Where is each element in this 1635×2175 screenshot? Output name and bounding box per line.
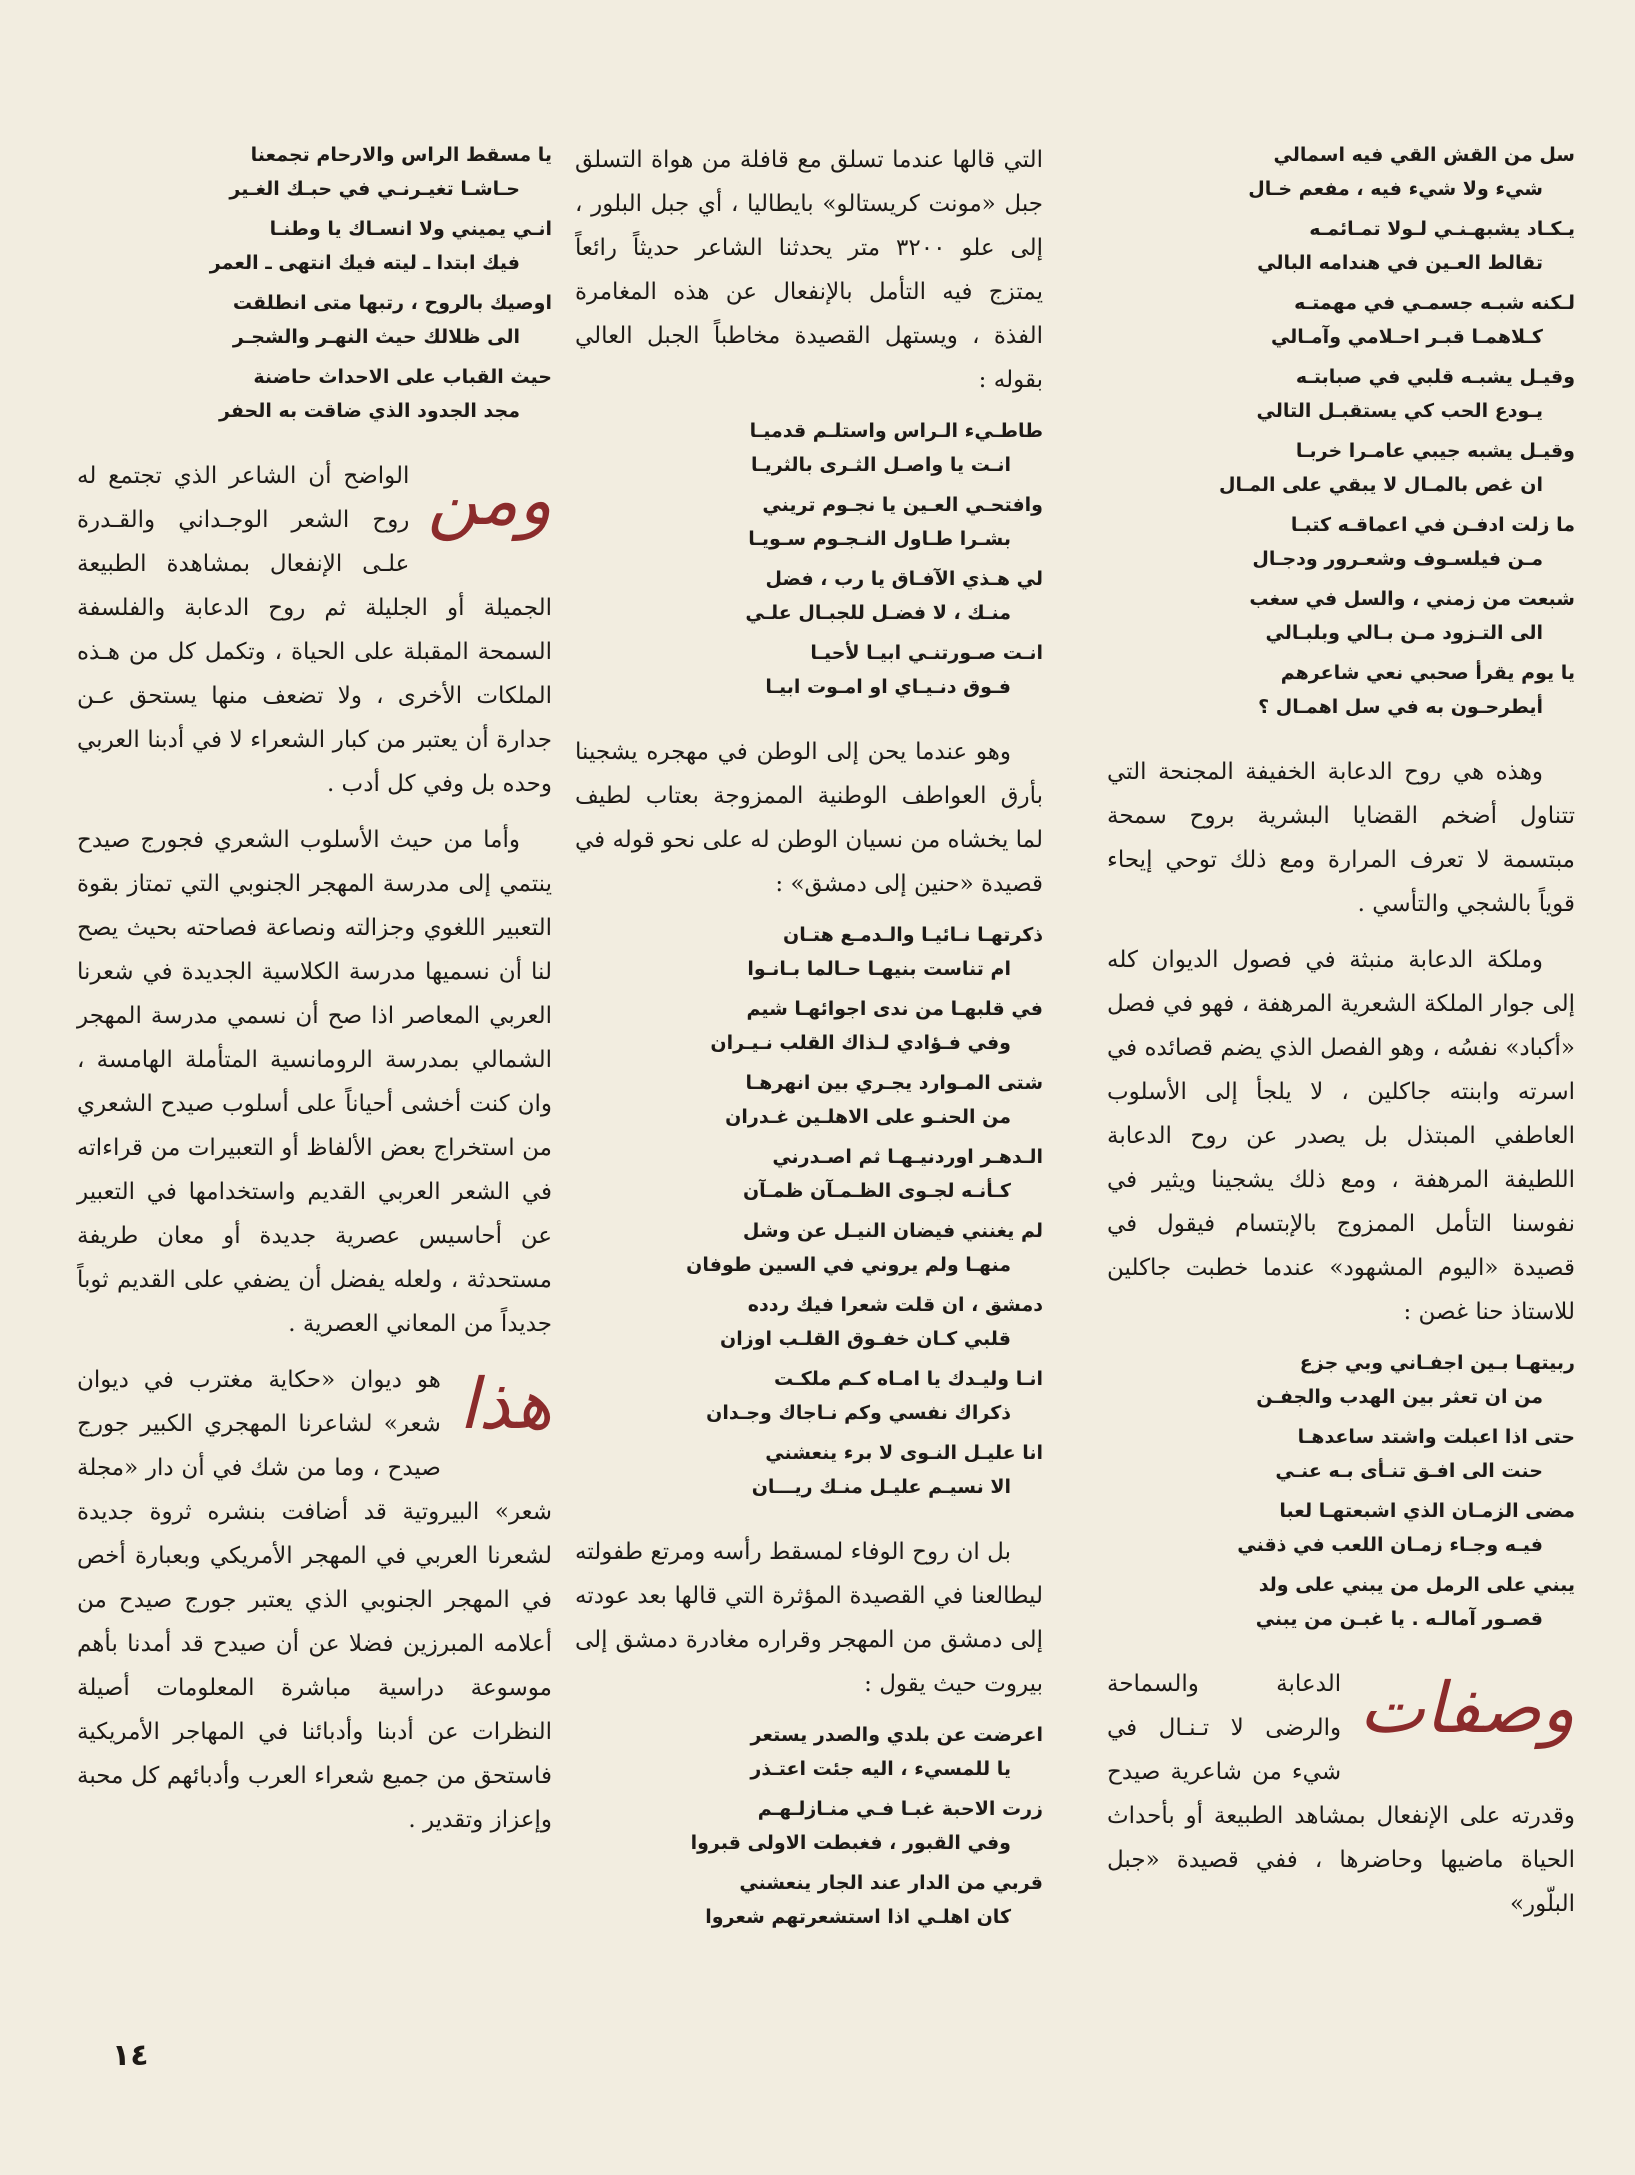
verse-second-hemistich: يا للمسيء ، اليه جئت اعتـذر [750,1758,1011,1780]
verse-second-hemistich: انـت يا واصـل الثـرى بالثريـا [751,454,1011,476]
verse-first-hemistich: اعرضت عن بلدي والصدر يستعر [750,1724,1043,1746]
verse-second-hemistich: مجد الجدود الذي ضاقت به الحفر [219,400,520,422]
verse-first-hemistich: لي هـذي الآفـاق يا رب ، فضل [765,568,1043,590]
verse-first-hemistich: في قلبهـا من ندى اجوائهـا شيم [746,998,1043,1020]
verse [1107,1494,1575,1562]
verse-second-hemistich: ام تناست بنيهـا حـالما بـانـوا [747,958,1011,980]
verse [1107,1420,1575,1488]
paragraph-text: هو ديوان «حكاية مغترب في ديوان شعر» لشاعرنا المهجري الكبير جورج صيدح ، وما من شك في أن دار «مجلة شعر» البيروتية قد أضافت بنشره ثروة جديدة لشعرنا العربي في المهجر الأمريكي وبعبارة أخص في المهجر الجنوبي الذي يعتبر جورج صيدح من أعلامه المبرزين فضلا عن أن صيدح قد أمدنا بأهم موسوعة دراسية مباشرة المعلومات أصيلة النظرات عن أدبنا وأدبائنا في المهاجر الأمريكية فاستحق من جميع شعراء العرب وأدبائهم كل محبة وإعزاز وتقدير . [77,1367,552,1833]
verse-second-hemistich: الا نسيـم عليـل منـك ريـــان [751,1476,1011,1498]
verse-second-hemistich: يـودع الحب كي يستقبـل التالي [1256,400,1543,422]
verse [575,1718,1043,1786]
verse-second-hemistich: كـأنـه لجـوى الظـمـآن ظمـآن [742,1180,1011,1202]
verse-first-hemistich: حتى اذا اعبلت واشتد ساعدهـا [1297,1426,1575,1448]
verse [77,360,552,428]
verse-first-hemistich: وافتحـي العـين يا نجـوم تريني [762,494,1043,516]
right-column [1107,138,1575,1938]
verse [1107,1346,1575,1414]
verse-first-hemistich: انا عليـل النـوى لا برء ينعشني [765,1442,1043,1464]
verse [1107,138,1575,206]
verse-second-hemistich: كان اهلـي اذا استشعرتهم شعروا [705,1906,1011,1928]
verse-first-hemistich: ذكرتهـا نـائيـا والـدمـع هتـان [783,924,1043,946]
body-paragraph: بل ان روح الوفاء لمسقط رأسه ومرتع طفولته ليطالعنا في القصيدة المؤثرة التي قالها بعد عودته إلى دمشق من المهجر وقراره مغادرة دمشق إلى بيروت حيث يقول : [575,1539,1043,1697]
verse-first-hemistich: شبعت من زمني ، والسل في سغب [1249,588,1575,610]
verse [575,488,1043,556]
verse [77,286,552,354]
verse-first-hemistich: قربي من الدار عند الجار ينعشني [739,1872,1043,1894]
verse-first-hemistich: انـت صـورتنـي ابيـا لأحيـا [810,642,1043,664]
verse [575,636,1043,704]
verse-second-hemistich: الى ظلالك حيث النهـر والشجـر [232,326,520,348]
poem-verses [1107,1346,1575,1636]
poem-verses [1107,138,1575,724]
verse-second-hemistich: منهـا ولم يروني في السين طوفان [686,1254,1011,1276]
verse-first-hemistich: اوصيك بالروح ، رتبها متى انطلقت [232,292,552,314]
drop-word-heading: هذا [458,1363,552,1445]
verse-first-hemistich: لـكنه شبـه جسمـي في مهمتـه [1294,292,1575,314]
verse-first-hemistich: انـي يميني ولا انسـاك يا وطنـا [269,218,552,240]
verse [77,138,552,206]
verse-second-hemistich: أيطرحـون به في سل اهمـال ؟ [1258,696,1543,718]
verse-second-hemistich: ان غص بالمـال لا يبقي على المـال [1219,474,1543,496]
body-paragraph: التي قالها عندما تسلق مع قافلة من هواة التسلق جبل «مونت كريستالو» بايطاليا ، أي جبل البلور ، إلى علو ٣٢٠٠ متر يحدثنا الشاعر حديثاً رائعاً يمتزج فيه التأمل بالإنفعال عن هذه المغامرة الفذة ، ويستهل القصيدة مخاطباً الجبل العالي بقوله : [575,147,1043,393]
verse-first-hemistich: مضى الزمـان الذي اشبعتهـا لعبا [1279,1500,1575,1522]
verse [575,1866,1043,1934]
body-paragraph: وأما من حيث الأسلوب الشعري فجورج صيدح ينتمي إلى مدرسة المهجر الجنوبي التي تمتاز بقوة التعبير اللغوي وجزالته ونصاعة فصاحته بحيث يصح لنا أن نسميها مدرسة الكلاسية الجديدة في شعرنا العربي المعاصر اذا صح أن نسمي مدرسة المهجر الشمالي بمدرسة الرومانسية المتأملة الهامسة ، وان كنت أخشى أحياناً على أسلوب صيدح الشعري من استخراج بعض الألفاظ أو التعبيرات من قراءاته في الشعر العربي القديم واستخدامها في التعبير عن أحاسيس عصرية جديدة أو معان طريفة مستحدثة ، ولعله يفضل أن يضفي على القديم ثوباً جديداً من المعاني العصرية . [77,827,552,1337]
poem-verses [77,138,552,428]
verse-first-hemistich: ربيتهـا بـين اجفـاني وبي جزع [1299,1352,1575,1374]
verse [575,1792,1043,1860]
verse-second-hemistich: حـاشـا تغيـرنـي في حبـك الغـير [229,178,520,200]
left-column [77,138,552,1854]
verse-first-hemistich: حيث القباب على الاحداث حاضنة [253,366,552,388]
drop-word-heading: وصفات [1359,1667,1575,1749]
verse [1107,508,1575,576]
verse-second-hemistich: من ان تعثر بين الهدب والجفـن [1256,1386,1543,1408]
verse [575,1362,1043,1430]
verse-first-hemistich: طاطـيء الـراس واستلـم قدميـا [749,420,1043,442]
verse [575,1140,1043,1208]
verse-first-hemistich: انـا وليـدك يا امـاه كـم ملكـت [774,1368,1043,1390]
body-paragraph [77,454,552,806]
verse-second-hemistich: ذكراك نفسي وكم نـاجاك وجـدان [706,1402,1011,1424]
verse-second-hemistich: من الحنـو على الاهلـين غـدران [725,1106,1011,1128]
verse-second-hemistich: فـوق دنـيـاي او امـوت ابيـا [765,676,1011,698]
verse-first-hemistich: شتى المـوارد يجـري بين انهرهـا [745,1072,1043,1094]
verse-second-hemistich: حنت الى افـق تنـأى بـه عنـي [1275,1460,1543,1482]
verse-first-hemistich: لم يغنني فيضان النيـل عن وشل [742,1220,1043,1242]
verse-first-hemistich: سل من القش القي فيه اسمالي [1273,144,1575,166]
verse-first-hemistich: ما زلت ادفـن في اعماقـه كتبـا [1290,514,1575,536]
body-paragraph: وهذه هي روح الدعابة الخفيفة المجنحة التي تتناول أضخم القضايا البشرية بروح سمحة مبتسمة لا تعرف المرارة ومع ذلك توحي إيحاء قوياً بالشجي والتأسي . [1107,759,1575,917]
body-paragraph: وهو عندما يحن إلى الوطن في مهجره يشجينا بأرق العواطف الوطنية الممزوجة بعتاب لطيف لما يخشاه من نسيان الوطن له على نحو قوله في قصيدة «حنين إلى دمشق» : [575,739,1043,897]
verse [1107,360,1575,428]
verse-second-hemistich: قصـور آمالـه . يا غبـن من يبني [1255,1608,1543,1630]
verse-second-hemistich: فيك ابتدا ـ ليته فيك انتهى ـ العمر [209,252,520,274]
verse-second-hemistich: منـك ، لا فضـل للجبـال علـي [745,602,1011,624]
verse [1107,286,1575,354]
verse [1107,212,1575,280]
verse-first-hemistich: وقيـل يشبـه قلبي في صبابتـه [1295,366,1575,388]
verse-first-hemistich: يا مسقط الراس والارحام تجمعنا [250,144,552,166]
verse [575,992,1043,1060]
verse-second-hemistich: تقالط العـين في هندامه البالي [1257,252,1543,274]
verse-second-hemistich: بشـرا طـاول النـجـوم سـويـا [748,528,1011,550]
poem-verses [575,1718,1043,1934]
verse-first-hemistich: يا يوم يقرأ صحبي نعي شاعرهم [1280,662,1575,684]
verse-second-hemistich: قلبي كـان خفـوق القلـب اوزان [720,1328,1011,1350]
verse-first-hemistich: زرت الاحبة غبـا فـي منـازلـهـم [757,1798,1043,1820]
verse-second-hemistich: فيـه وجـاء زمـان اللعب في ذقني [1237,1534,1543,1556]
verse-second-hemistich: شيء ولا شيء فيه ، مفعم خـال [1248,178,1543,200]
poem-verses [575,414,1043,704]
body-paragraph [1107,1662,1575,1926]
verse [1107,1568,1575,1636]
verse [575,562,1043,630]
drop-word-heading: ومن [427,459,552,541]
verse-second-hemistich: مـن فيلسـوف وشعـرور ودجـال [1252,548,1543,570]
verse-first-hemistich: يبني على الرمل من يبني على ولد [1258,1574,1575,1596]
body-paragraph: وملكة الدعابة منبثة في فصول الديوان كله إلى جوار الملكة الشعرية المرهفة ، فهو في فصل «أكباد» نفسُه ، وهو الفصل الذي يضم قصائده في اسرته وابنته جاكلين ، لا يلجأ إلى الأسلوب العاطفي المبتذل بل يصدر عن روح الدعابة اللطيفة المرهفة ، ومع ذلك يشجينا ويثير في نفوسنا التأمل الممزوج بالإبتسام فيقول في قصيدة «اليوم المشهود» عندما خطبت جاكلين للاستاذ حنا غصن : [1107,947,1575,1325]
verse-second-hemistich: وفي القبور ، فغبطت الاولى قبروا [690,1832,1011,1854]
verse [1107,434,1575,502]
verse-first-hemistich: يـكـاد يشبهـنـي لـولا تمـائمـه [1309,218,1575,240]
verse-second-hemistich: كـلاهمـا قبـر احـلامي وآمـالي [1270,326,1543,348]
verse [575,1288,1043,1356]
verse [575,1436,1043,1504]
verse-first-hemistich: الـدهـر اوردنيـهـا ثم اصـدرني [772,1146,1043,1168]
verse [575,918,1043,986]
page-number: ١٤ [112,2038,149,2073]
verse-second-hemistich: الى التـزود مـن بـالي وبلبـالي [1265,622,1543,644]
verse-first-hemistich: دمشق ، ان قلت شعرا فيك ردده [747,1294,1043,1316]
verse [1107,656,1575,724]
verse [1107,582,1575,650]
paragraph-text: الواضح أن الشاعر الذي تجتمع له روح الشعر الوجـداني والقـدرة علـى الإنفعال بمشاهدة الطبيعة الجميلة أو الجليلة ثم روح الدعابة والفلسفة السمحة المقبلة على الحياة ، وتكمل كل من هـذه الملكات الأخرى ، ولا تضعف منها يستحق عـن جدارة أن يعتبر من كبار الشعراء لا في أدبنا العربي وحده بل وفي كل أدب . [77,463,552,797]
verse [575,1214,1043,1282]
poem-verses [575,918,1043,1504]
verse-first-hemistich: وقيـل يشبه جيبي عامـرا خربـا [1295,440,1575,462]
verse [77,212,552,280]
middle-column [575,138,1043,1960]
verse [575,1066,1043,1134]
verse [575,414,1043,482]
verse-second-hemistich: وفي فـؤادي لـذاك القلب نـيـران [710,1032,1011,1054]
paragraph-text: الدعابة والسماحة والرضى لا تـنـال في شيء من شاعرية صيدح وقدرته على الإنفعال بمشاهد الطبيعة أو بأحداث الحياة ماضيها وحاضرها ، ففي قصيدة «جبل البلّور» [1107,1671,1575,1917]
body-paragraph [77,1358,552,1842]
